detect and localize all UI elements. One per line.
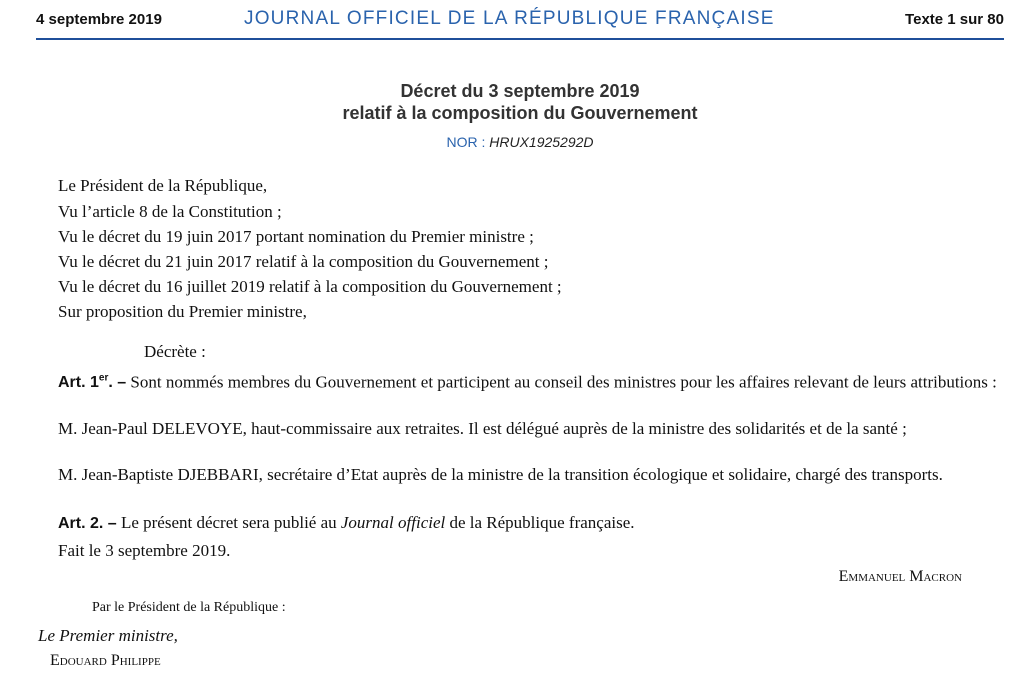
visa-line: Vu le décret du 19 juin 2017 portant nomination du Premier ministre ; bbox=[58, 227, 534, 246]
premier-ministre-name: Edouard Philippe bbox=[50, 652, 161, 669]
signature-president: Emmanuel Macron bbox=[838, 568, 962, 585]
nor-value: HRUX1925292D bbox=[489, 134, 594, 150]
decree-title bbox=[0, 80, 1024, 124]
header-rule bbox=[36, 38, 1004, 40]
par-le-president: Par le Président de la République : bbox=[92, 600, 286, 615]
article-1 bbox=[38, 368, 1004, 394]
article-1-label: Art. 1er. – bbox=[58, 373, 127, 392]
premier-ministre-title: Le Premier ministre, bbox=[38, 626, 178, 645]
header-text-count: Texte 1 sur 80 bbox=[905, 11, 1004, 28]
header-date: 4 septembre 2019 bbox=[36, 11, 162, 28]
article-1-text: Sont nommés membres du Gouvernement et participent au conseil des ministres pour les affaires relevant de leurs attributions : bbox=[126, 372, 997, 392]
journal-officiel-italic: Journal officiel bbox=[340, 513, 446, 532]
visa-line: Vu le décret du 21 juin 2017 relatif à la composition du Gouvernement ; bbox=[58, 252, 549, 271]
decree-title-line2: relatif à la composition du Gouvernement bbox=[342, 103, 698, 123]
nor-label: NOR : bbox=[446, 134, 490, 150]
nomination-paragraph: M. Jean-Baptiste DJEBBARI, secrétaire d’Etat auprès de la ministre de la transition écologique et solidaire, chargé des transports. bbox=[58, 465, 943, 484]
article-2-label: Art. 2. – bbox=[58, 515, 117, 532]
nor-reference bbox=[0, 134, 1024, 150]
visa-line: Vu le décret du 16 juillet 2019 relatif à la composition du Gouvernement ; bbox=[58, 277, 562, 296]
header-journal-title: JOURNAL OFFICIEL DE LA RÉPUBLIQUE FRANÇAISE bbox=[244, 8, 775, 29]
article-2: Art. 2. – Le présent décret sera publié au Journal officiel de la République française. bbox=[58, 513, 635, 532]
decree-title-line1: Décret du 3 septembre 2019 bbox=[400, 81, 640, 101]
nomination-paragraph: M. Jean-Paul DELEVOYE, haut-commissaire aux retraites. Il est délégué auprès de la ministre des solidarités et de la santé ; bbox=[58, 419, 907, 438]
decrete-label: Décrète : bbox=[144, 342, 206, 361]
preamble-president: Le Président de la République, bbox=[58, 176, 268, 195]
fait-date: Fait le 3 septembre 2019. bbox=[58, 541, 231, 560]
preamble-proposition: Sur proposition du Premier ministre, bbox=[58, 302, 307, 321]
visa-line: Vu l’article 8 de la Constitution ; bbox=[58, 202, 282, 221]
